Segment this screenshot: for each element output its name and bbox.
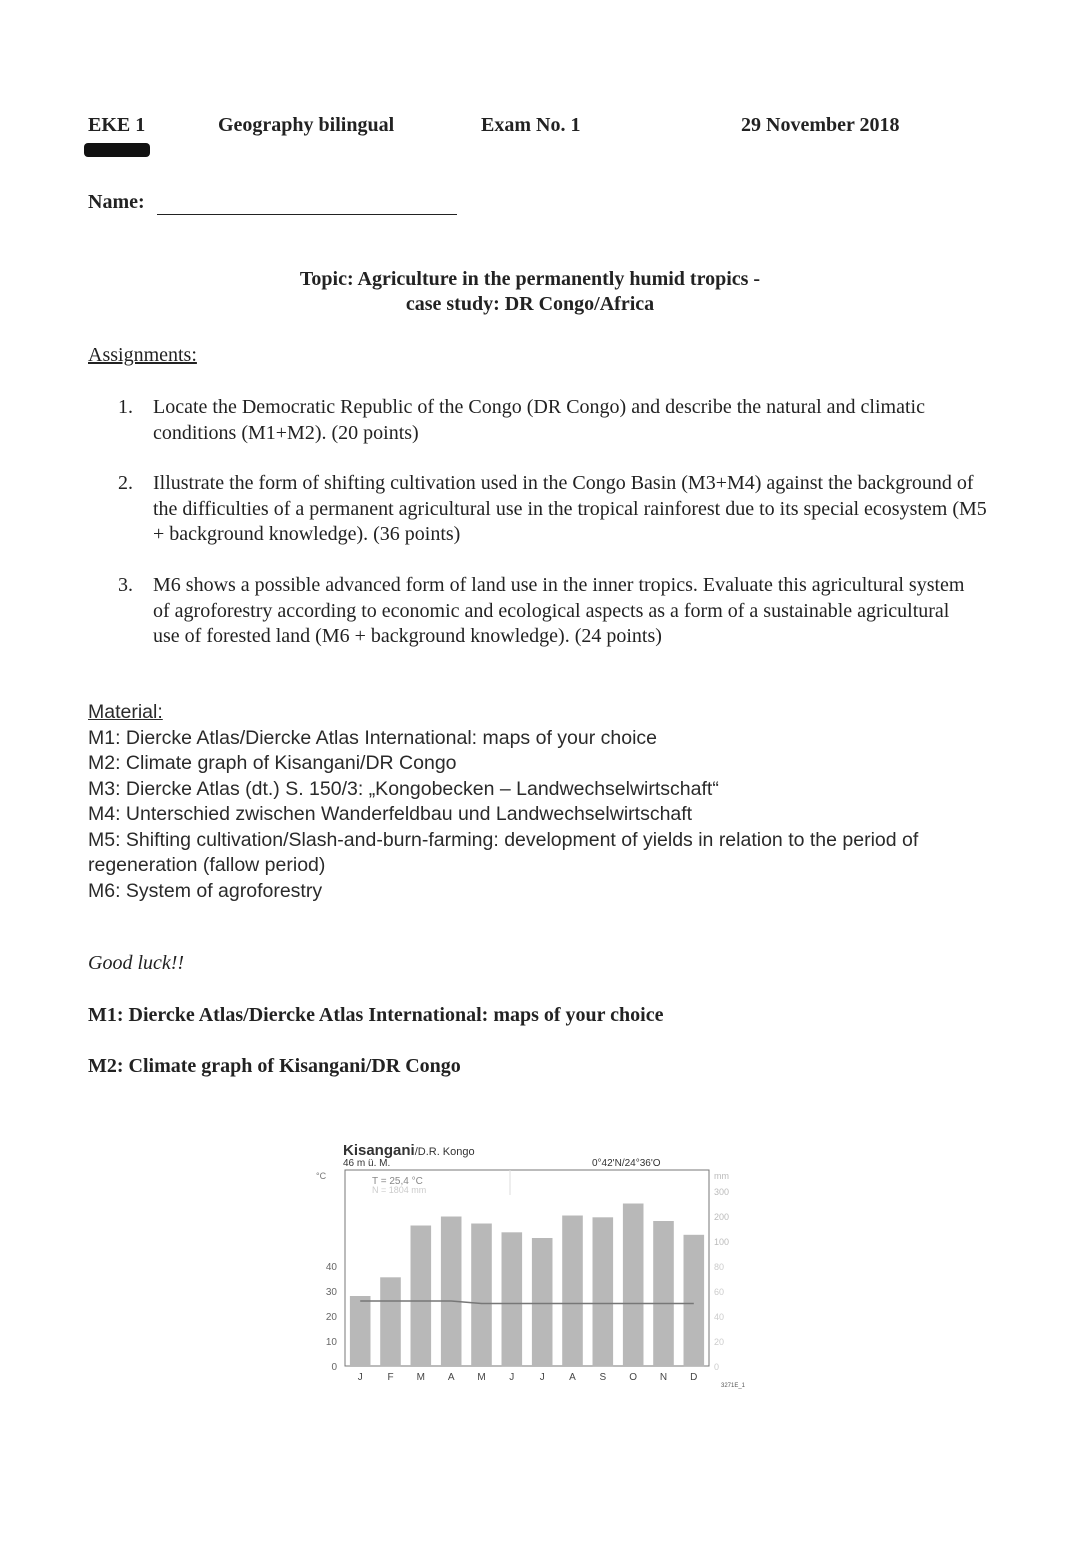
redaction-mark: [84, 143, 150, 157]
temp-tick-label: 0: [331, 1362, 337, 1373]
chart-elevation: 46 m ü. M.: [343, 1158, 391, 1169]
material-item: M1: Diercke Atlas/Diercke Atlas International: maps of your choice: [88, 726, 658, 749]
month-tick-label: S: [599, 1372, 607, 1383]
good-luck-text: Good luck!!: [88, 952, 185, 974]
assignment-list-2: [118, 471, 998, 548]
precip-tick-label: 100: [714, 1237, 730, 1247]
precip-tick-label: 0: [714, 1362, 720, 1372]
temp-tick-label: 40: [325, 1262, 337, 1273]
precip-bar: [471, 1224, 492, 1367]
chart-code: 3271E_1: [721, 1383, 746, 1389]
precip-tick-label: 40: [714, 1312, 725, 1322]
month-tick-label: F: [387, 1372, 394, 1383]
climate-chart: [300, 1135, 770, 1405]
topic-line-1: Topic: Agriculture in the permanently humid tropics -: [299, 268, 761, 290]
precip-tick-label: 60: [714, 1287, 725, 1297]
assignments-title: Assignments:: [88, 344, 197, 366]
chart-coordinates: 0°42'N/24°36'O: [592, 1158, 661, 1169]
course-code: EKE 1: [88, 114, 146, 136]
material-item: M6: System of agroforestry: [88, 879, 323, 902]
precip-bar: [441, 1217, 462, 1367]
month-tick-label: O: [629, 1372, 638, 1383]
name-label: Name:: [88, 191, 145, 213]
precip-tick-label: 300: [714, 1187, 730, 1197]
precip-bar: [653, 1221, 674, 1366]
material-item: M4: Unterschied zwischen Wanderfeldbau und Landwechselwirtschaft: [88, 803, 693, 825]
month-tick-label: J: [539, 1372, 545, 1383]
month-tick-label: J: [509, 1372, 515, 1383]
month-tick-label: A: [447, 1372, 455, 1383]
right-axis-unit: mm: [714, 1171, 729, 1181]
precip-bar: [562, 1216, 583, 1367]
exam-number: Exam No. 1: [481, 114, 581, 136]
precip-tick-label: 200: [714, 1212, 730, 1222]
m1-heading: M1: Diercke Atlas/Diercke Atlas International: maps of your choice: [88, 1004, 664, 1026]
assignment-text: Locate the Democratic Republic of the Congo (DR Congo) and describe the natural and climatic conditions (M1+M2). (20 points): [153, 396, 925, 444]
climate-chart-svg: [300, 1135, 770, 1405]
assignment-text: M6 shows a possible advanced form of land use in the inner tropics. Evaluate this agricultural system of agroforestry according to economic and ecological aspects as a form of a sustainable agricultural use of forested land (M6 + background knowledge). (24 points): [153, 574, 965, 647]
assignment-item: [118, 573, 978, 650]
subject-title: Geography bilingual: [218, 114, 395, 136]
temp-tick-label: 30: [325, 1287, 337, 1298]
precip-bar: [411, 1226, 432, 1367]
month-tick-label: N: [659, 1372, 668, 1383]
assignment-list-1: [118, 395, 998, 446]
assignment-number: 2.: [118, 472, 133, 494]
exam-date: 29 November 2018: [741, 114, 900, 136]
material-title: Material:: [88, 701, 163, 723]
month-tick-label: M: [477, 1372, 486, 1383]
precip-annotation: N = 1804 mm: [372, 1185, 427, 1195]
material-item: M5: Shifting cultivation/Slash-and-burn-farming: development of yields in relation to the period of regeneration (fallow period): [88, 828, 919, 876]
month-tick-label: A: [569, 1372, 576, 1383]
temp-annotation: T = 25,4 °C: [372, 1176, 423, 1187]
temp-tick-label: 20: [325, 1312, 337, 1323]
precip-bar: [593, 1217, 614, 1366]
chart-title: Kisangani/D.R. Kongo: [343, 1142, 475, 1159]
assignment-text: Illustrate the form of shifting cultivation used in the Congo Basin (M3+M4) against the background of the difficulties of a permanent agricultural use in the tropical rainforest due to its special ecosystem (M5 + background knowledge). (36 points): [153, 472, 987, 545]
precip-bar: [380, 1277, 401, 1366]
month-tick-label: M: [416, 1372, 425, 1383]
assignment-item: [118, 395, 998, 446]
precip-bar: [350, 1296, 371, 1366]
month-tick-label: D: [690, 1372, 698, 1383]
assignment-number: 1.: [118, 396, 133, 418]
assignment-list-3: [118, 573, 978, 650]
left-axis-unit: °C: [316, 1171, 327, 1181]
precip-tick-label: 80: [714, 1262, 725, 1272]
assignment-item: [118, 471, 998, 548]
temperature-line: [360, 1301, 694, 1304]
temp-tick-label: 10: [325, 1337, 337, 1348]
precip-tick-label: 20: [714, 1337, 725, 1347]
name-field-line: [157, 214, 457, 215]
material-section: [88, 700, 1008, 904]
precip-bar: [684, 1235, 705, 1366]
precip-bar: [502, 1232, 523, 1366]
assignment-number: 3.: [118, 574, 133, 596]
topic-line-2: case study: DR Congo/Africa: [405, 293, 655, 315]
m2-heading: M2: Climate graph of Kisangani/DR Congo: [88, 1055, 461, 1077]
month-tick-label: J: [357, 1372, 363, 1383]
material-item: M2: Climate graph of Kisangani/DR Congo: [88, 752, 457, 774]
precip-bar: [532, 1238, 553, 1366]
material-item: M3: Diercke Atlas (dt.) S. 150/3: „Kongobecken – Landwechselwirtschaft“: [88, 777, 719, 800]
precip-bars: [350, 1204, 704, 1367]
precip-bar: [623, 1204, 644, 1367]
